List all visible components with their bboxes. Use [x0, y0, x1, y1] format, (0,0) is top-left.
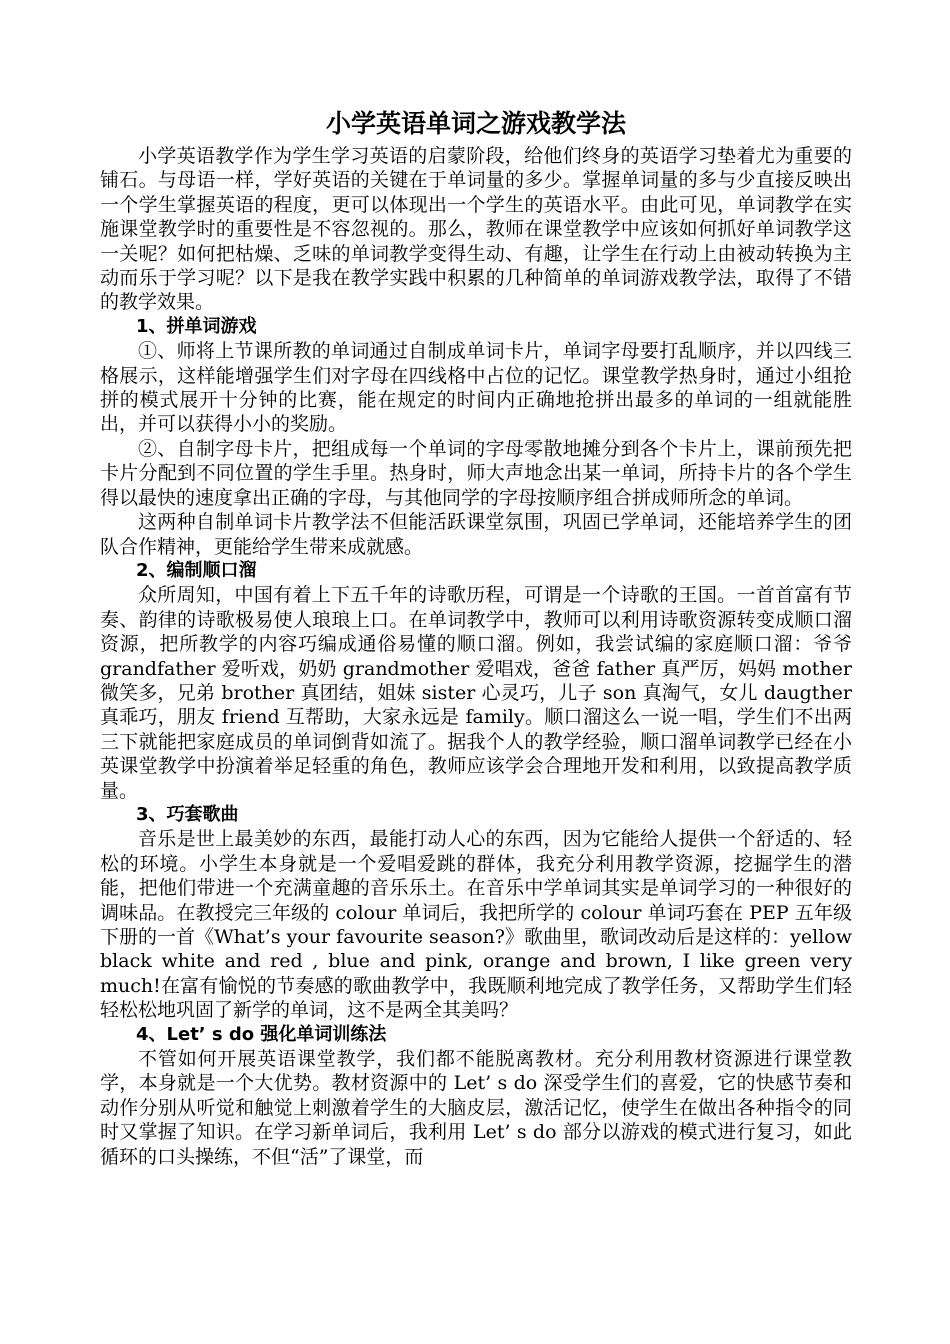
- section-paragraph: 众所周知，中国有着上下五千年的诗歌历程，可谓是一个诗歌的王国。一首首富有节奏、韵律的诗歌极易使人琅琅上口。在单词教学中，教师可以利用诗歌资源转变成顺口溜资源，把所教学的内容巧编成通俗易懂的顺口溜。例如，我尝试编的家庭顺口溜：爷爷 grandfather 爱听戏，奶奶 grandmother 爱唱戏，爸爸 father 真严厉，妈妈 mother 微笑多，兄弟 brother 真团结，姐妹 sister 心灵巧，儿子 son 真淘气，女儿 daugther 真乖巧，朋友 friend 互帮助，大家永远是 family。顺口溜这么一说一唱，学生们不出两三下就能把家庭成员的单词倒背如流了。据我个人的教学经验，顺口溜单词教学已经在小英课堂教学中扮演着举足轻重的角色，教师应该学会合理地开发和利用，以致提高教学质量。: [100, 584, 852, 802]
- section-paragraph: 这两种自制单词卡片教学法不但能活跃课堂氛围，巩固已学单词，还能培养学生的团队合作精神，更能给学生带来成就感。: [100, 511, 852, 558]
- section-4: [100, 1023, 852, 1169]
- section-paragraph: ②、自制字母卡片，把组成每一个单词的字母零散地摊分到各个卡片上，课前预先把卡片分配到不同位置的学生手里。热身时，师大声地念出某一单词，所持卡片的各个学生得以最快的速度拿出正确的字母，与其他同学的字母按顺序组合拼成师所念的单词。: [100, 437, 852, 509]
- section-heading: 4、Let’ s do 强化单词训练法: [136, 1023, 387, 1045]
- section-heading: 3、巧套歌曲: [136, 803, 239, 825]
- section-paragraph: 不管如何开展英语课堂教学，我们都不能脱离教材。充分利用教材资源进行课堂教学，本身就是一个大优势。教材资源中的 Let’ s do 深受学生们的喜爱，它的快感节奏和动作分别从听觉和触觉上刺激着学生的大脑皮层，激活记忆，使学生在做出各种指令的同时又掌握了知识。在学习新单词后，我利用 Let’ s do 部分以游戏的模式进行复习，如此循环的口头操练，不但“活”了课堂，而: [100, 1048, 852, 1168]
- section-heading: 2、编制顺口溜: [136, 559, 257, 581]
- section-paragraph: ①、师将上节课所教的单词通过自制成单词卡片，单词字母要打乱顺序，并以四线三格展示，这样能增强学生们对字母在四线格中占位的记忆。课堂教学热身时，通过小组抢拼的模式展开十分钟的比赛，能在规定的时间内正确地抢拼出最多的单词的一组就能胜出，并可以获得小小的奖励。: [100, 340, 852, 436]
- document-title: 小学英语单词之游戏教学法: [325, 109, 626, 138]
- section-3: [100, 803, 852, 1023]
- section-paragraph: 音乐是世上最美妙的东西，最能打动人心的东西，因为它能给人提供一个舒适的、轻松的环境。小学生本身就是一个爱唱爱跳的群体，我充分利用教学资源，挖掘学生的潜能，把他们带进一个充满童趣的音乐乐土。在音乐中学单词其实是单词学习的一种很好的调味品。在教授完三年级的 colour 单词后，我把所学的 colour 单词巧套在 PEP 五年级下册的一首《What’s your favourite season?》歌曲里，歌词改动后是这样的：yellow black white and red , blue and pink, orange and brown, I like green very much!在富有愉悦的节奏感的歌曲教学中，我既顺利地完成了教学任务，又帮助学生们轻轻松松地巩固了新学的单词，这不是两全其美吗？: [100, 828, 852, 1022]
- section-1: [100, 315, 852, 559]
- section-2: [100, 559, 852, 803]
- intro-paragraph: 小学英语教学作为学生学习英语的启蒙阶段，给他们终身的英语学习垫着尤为重要的铺石。与母语一样，学好英语的关键在于单词量的多少。掌握单词量的多与少直接反映出一个学生掌握英语的程度，更可以体现出一个学生的英语水平。由此可见，单词教学在实施课堂教学时的重要性是不容忽视的。那么，教师在课堂教学中应该如何抓好单词教学这一关呢？如何把枯燥、乏味的单词教学变得生动、有趣，让学生在行动上由被动转换为主动而乐于学习呢？以下是我在教学实践中积累的几种简单的单词游戏教学法，取得了不错的教学效果。: [100, 145, 852, 314]
- document-page: [100, 106, 852, 1169]
- section-heading: 1、拼单词游戏: [136, 315, 257, 337]
